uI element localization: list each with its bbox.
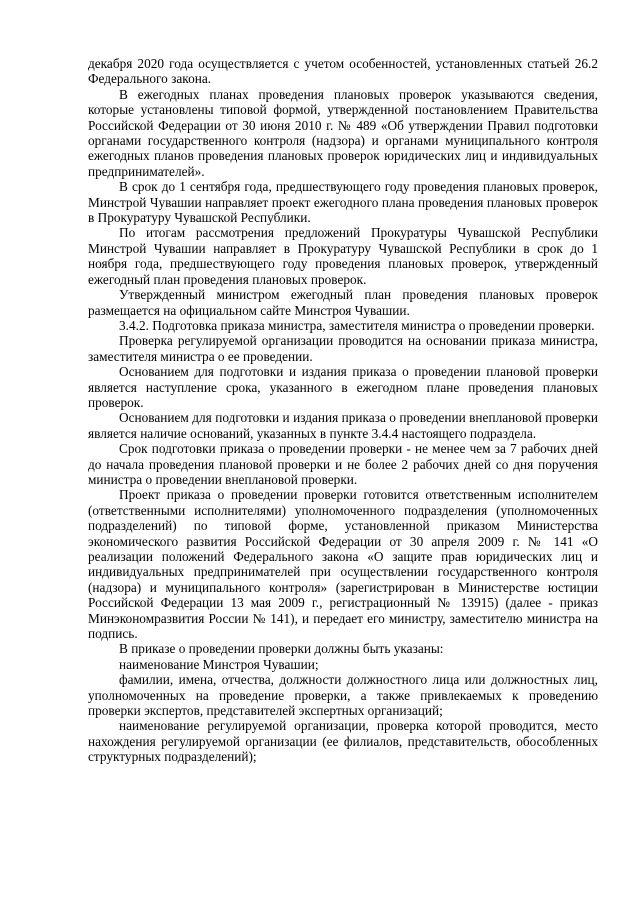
paragraph: Основанием для подготовки и издания приказа о проведении плановой проверки является наступление срока, указанного в ежегодном плане проведения плановых проверок. [88, 364, 598, 410]
list-item: фамилии, имена, отчества, должности должностного лица или должностных лиц, уполномоченных на проведение проверки, а также привлекаемых к проведению проверки экспертов, представителей экспертных организаций; [88, 672, 598, 719]
list-item: наименование регулируемой организации, проверка которой проводится, место нахождения регулируемой организации (ее филиалов, представительств, обособленных структурных подразделений); [88, 718, 598, 765]
paragraph: В ежегодных планах проведения плановых проверок указываются сведения, которые установлены типовой формой, утвержденной постановлением Правительства Российской Федерации от 30 июня 2010 г. № 489 «Об утверждении Правил подготовки органами государственного контроля (надзора) и органами муниципального контроля ежегодных планов проведения плановых проверок юридических лиц и индивидуальных предпринимателей». [88, 86, 598, 179]
paragraph: В срок до 1 сентября года, предшествующего году проведения плановых проверок, Минстрой Чувашии направляет проект ежегодного плана проведения плановых проверок в Прокуратуру Чувашской Республики. [88, 179, 598, 226]
paragraph: В приказе о проведении проверки должны быть указаны: [119, 641, 444, 657]
paragraph: Проект приказа о проведении проверки готовится ответственным исполнителем (ответственными исполнителями) уполномоченного подразделения (уполномоченных подразделений) по типовой форме, установленной приказом Министерства экономического развития Российской Федерации от 30 апреля 2009 г. № 141 «О реализации положений Федерального закона «О защите прав юридических лиц и индивидуальных предпринимателей при осуществлении государственного контроля (надзора) и муниципального контроля» (зарегистрирован в Министерстве юстиции Российской Федерации 13 мая 2009 г., регистрационный № 13915) (далее - приказ Минэкономразвития России № 141), и передает его министру, заместителю министра на подпись. [88, 487, 598, 642]
document-body [88, 56, 598, 765]
list-item: наименование Минстроя Чувашии; [119, 656, 319, 672]
paragraph: Основанием для подготовки и издания приказа о проведении внеплановой проверки является наличие оснований, указанных в пункте 3.4.4 настоящего подраздела. [88, 410, 598, 441]
section-heading: 3.4.2. Подготовка приказа министра, заместителя министра о проведении проверки. [119, 317, 595, 333]
paragraph: Срок подготовки приказа о проведении проверки - не менее чем за 7 рабочих дней до начала проведения плановой проверки и не более 2 рабочих дней со дня поручения министра о проведении внеплановой проверки. [88, 441, 598, 487]
paragraph: Утвержденный министром ежегодный план проведения плановых проверок размещается на официальном сайте Минстроя Чувашии. [88, 287, 598, 318]
paragraph: По итогам рассмотрения предложений Прокуратуры Чувашской Республики Минстрой Чувашии направляет в Прокуратуру Чувашской Республики в срок до 1 ноября года, предшествующего году проведения плановых проверок, утвержденный ежегодный план проведения плановых проверок. [88, 225, 598, 287]
paragraph: декабря 2020 года осуществляется с учетом особенностей, установленных статьей 26.2 Федерального закона. [88, 56, 598, 87]
paragraph: Проверка регулируемой организации проводится на основании приказа министра, заместителя министра о ее проведении. [88, 333, 598, 364]
